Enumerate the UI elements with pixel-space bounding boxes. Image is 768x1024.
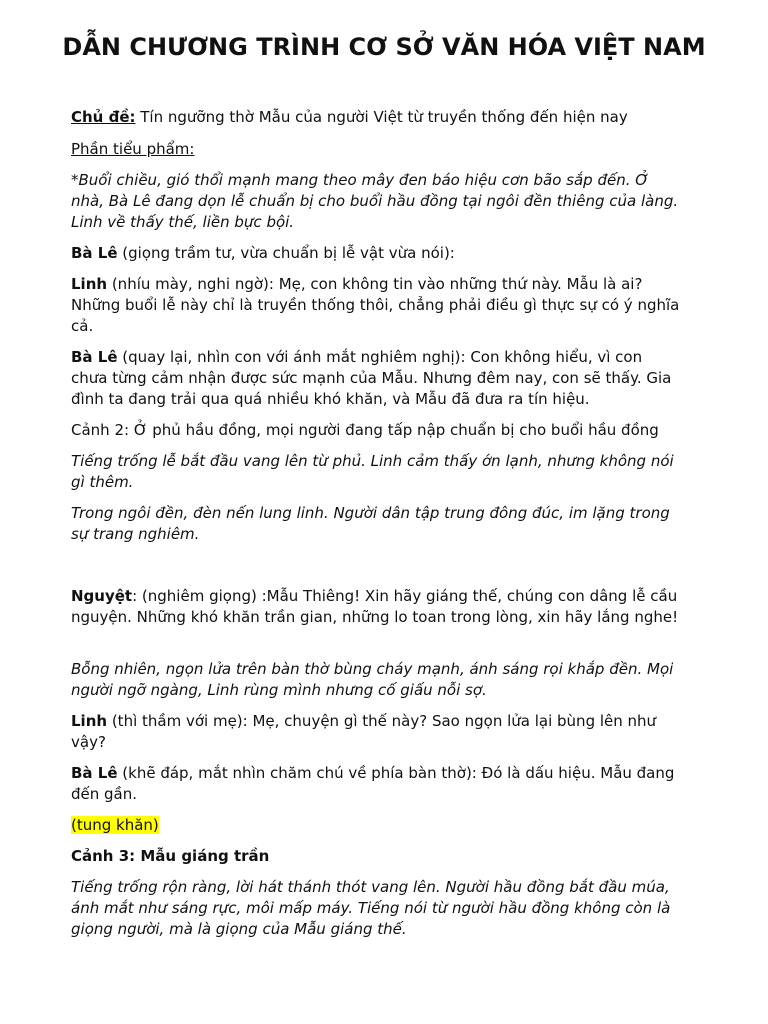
dialogue-line-2 [71,274,681,337]
dialogue-text: (giọng trầm tư, vừa chuẩn bị lễ vật vừa nói): [117,244,455,262]
narration-3: Trong ngôi đền, đèn nến lung linh. Người dân tập trung đông đúc, im lặng trong sự trang nghiêm. [71,504,670,543]
topic-text: Tín ngưỡng thờ Mẫu của người Việt từ truyền thống đến hiện nay [135,108,628,126]
speaker-name: Linh [71,712,108,730]
dialogue-text: (nhíu mày, nghi ngờ): Mẹ, con không tin vào những thứ này. Mẫu là ai? Những buổi lễ này chỉ là truyền thống thôi, chẳng phải điều gì thực sự có ý nghĩa cả. [71,275,680,335]
skit-heading-text: Phần tiểu phẩm: [71,140,195,158]
speaker-name: Bà Lê [71,764,118,782]
scene-3-heading: Cảnh 3: Mẫu giáng trần [71,847,270,865]
dialogue-text: (quay lại, nhìn con với ánh mắt nghiêm nghị): Con không hiểu, vì con chưa từng cảm nhận được sức mạnh của Mẫu. Nhưng đêm nay, con sẽ thấy. Gia đình ta đang trải qua quá nhiều khó khăn, và Mẫu đã đưa ra tín hiệu. [71,348,672,408]
narration-5: Tiếng trống rộn ràng, lời hát thánh thót vang lên. Người hầu đồng bắt đầu múa, ánh mắt như sáng rực, môi mấp máy. Tiếng nói từ người hầu đồng không còn là giọng người, mà là giọng của Mẫu giáng thế. [71,878,671,938]
narration-4: Bỗng nhiên, ngọn lửa trên bàn thờ bùng cháy mạnh, ánh sáng rọi khắp đền. Mọi người ngỡ ngàng, Linh rùng mình nhưng cố giấu nỗi sợ. [71,660,674,699]
narration-2: Tiếng trống lễ bắt đầu vang lên từ phủ. Linh cảm thấy ớn lạnh, nhưng không nói gì thêm. [71,452,674,491]
dialogue-line-5 [71,711,681,753]
dialogue-text: (khẽ đáp, mắt nhìn chăm chú về phía bàn thờ): Đó là dấu hiệu. Mẫu đang đến gần. [71,764,675,803]
dialogue-text: : (nghiêm giọng) :Mẫu Thiêng! Xin hãy giáng thế, chúng con dâng lễ cầu nguyện. Những khó khăn trần gian, những lo toan trong lòng, xin hãy lắng nghe! [71,587,679,626]
intro-narration: *Buổi chiều, gió thổi mạnh mang theo mây đen báo hiệu cơn bão sắp đến. Ở nhà, Bà Lê đang dọn lễ chuẩn bị cho buổi hầu đồng tại ngôi đền thiêng của làng. Linh về thấy thế, liền bực bội. [71,171,679,231]
speaker-name: Nguyệt [71,587,133,605]
speaker-name: Bà Lê [71,348,118,366]
topic-paragraph [71,107,681,128]
speaker-name: Bà Lê [71,244,118,262]
scene-2-heading: Cảnh 2: Ở phủ hầu đồng, mọi người đang tấp nập chuẩn bị cho buổi hầu đồng [71,421,659,439]
document-title: DẪN CHƯƠNG TRÌNH CƠ SỞ VĂN HÓA VIỆT NAM [62,33,706,61]
dialogue-line-6 [71,763,681,805]
dialogue-text: (thì thầm với mẹ): Mẹ, chuyện gì thế này? Sao ngọn lửa lại bùng lên như vậy? [71,712,657,751]
stage-direction [71,815,681,836]
topic-label: Chủ đề: [71,108,136,126]
skit-heading [71,139,681,160]
dialogue-line-1 [71,243,681,264]
dialogue-line-4 [71,586,681,628]
highlighted-stage-direction: (tung khăn) [71,816,159,834]
speaker-name: Linh [71,275,108,293]
dialogue-line-3 [71,347,681,410]
